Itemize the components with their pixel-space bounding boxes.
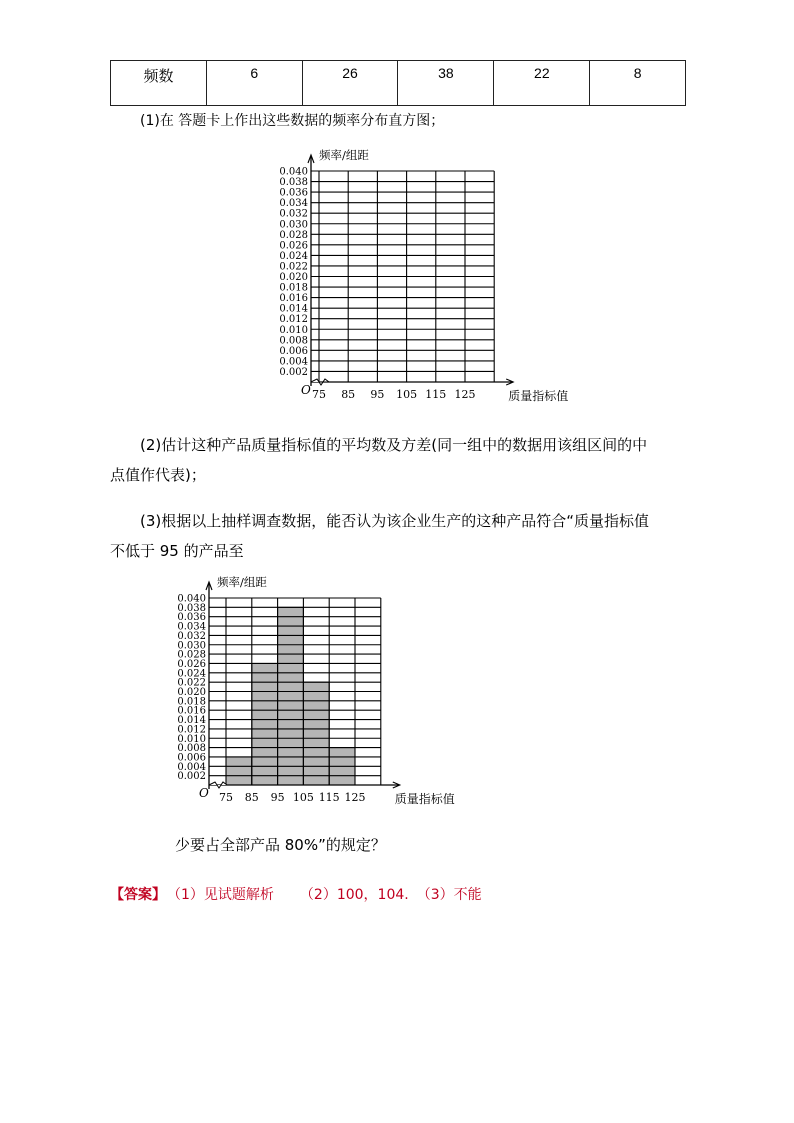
x-tick-label: 125	[454, 388, 476, 401]
y-tick-label: 0.036	[279, 187, 308, 199]
y-tick-label: 0.034	[177, 621, 206, 633]
answer-line	[110, 884, 490, 904]
y-tick-label: 0.024	[279, 250, 308, 262]
y-tick-label: 0.014	[279, 303, 308, 315]
table-cell: 26	[302, 61, 398, 106]
y-tick-label: 0.022	[279, 261, 308, 273]
y-tick-label: 0.036	[177, 612, 206, 624]
y-tick-label: 0.024	[177, 668, 206, 680]
y-tick-label: 0.038	[279, 177, 308, 189]
y-tick-label: 0.008	[279, 335, 308, 347]
question-3-line-1: (3)根据以上抽样调查数据，能否认为该企业生产的这种产品符合“质量指标值	[140, 512, 650, 530]
y-tick-label: 0.002	[177, 771, 206, 783]
table-label-cell: 频数	[111, 61, 207, 106]
table-cell: 22	[494, 61, 590, 106]
y-tick-label: 0.032	[279, 208, 308, 220]
y-tick-label: 0.016	[177, 705, 206, 717]
y-tick-label: 0.030	[279, 219, 308, 231]
answer-part-1: （1）见试题解析	[174, 887, 274, 903]
x-tick-label: 85	[244, 791, 259, 804]
x-axis-label: 质量指标值	[394, 792, 455, 806]
question-3-line-2: 不低于 95 的产品至	[110, 542, 244, 560]
y-tick-label: 0.014	[177, 715, 206, 727]
x-tick-label: 105	[396, 388, 418, 401]
y-tick-label: 0.016	[279, 293, 308, 305]
y-tick-label: 0.002	[279, 366, 308, 378]
y-tick-label: 0.006	[177, 752, 206, 764]
x-tick-label: 95	[370, 388, 385, 401]
x-axis-label: 质量指标值	[508, 389, 569, 403]
y-tick-label: 0.028	[177, 649, 206, 661]
histogram-bar	[226, 757, 252, 785]
question-2-line-2: 点值作代表)；	[110, 466, 206, 484]
y-tick-label: 0.020	[177, 687, 206, 698]
table-cell: 38	[398, 61, 494, 106]
x-tick-label: 75	[219, 791, 233, 804]
y-tick-label: 0.040	[279, 166, 308, 178]
origin-label: O	[301, 383, 311, 397]
y-tick-label: 0.006	[279, 345, 308, 357]
axis-break-mark	[209, 782, 227, 788]
y-tick-label: 0.008	[177, 743, 206, 755]
answer-tag: 【答案】	[110, 887, 166, 903]
y-axis-label: 频率/组距	[217, 575, 267, 589]
question-3-line-3: 少要占全部产品 80%”的规定？	[175, 836, 386, 854]
histogram-bar	[303, 682, 329, 785]
x-tick-label: 105	[292, 791, 314, 804]
x-tick-label: 115	[318, 791, 340, 804]
y-tick-label: 0.026	[279, 240, 308, 252]
question-2-line-1: (2)估计这种产品质量指标值的平均数及方差(同一组中的数据用该组区间的中	[140, 436, 648, 454]
x-tick-label: 85	[341, 388, 356, 401]
answer-part-2: （2）100，104.	[299, 887, 409, 903]
origin-label: O	[199, 786, 209, 800]
y-tick-label: 0.020	[279, 272, 308, 283]
y-tick-label: 0.040	[177, 593, 206, 605]
y-axis-label: 频率/组距	[319, 148, 369, 162]
x-tick-label: 115	[425, 388, 447, 401]
table-cell: 6	[206, 61, 302, 106]
y-tick-label: 0.028	[279, 229, 308, 241]
y-tick-label: 0.030	[177, 640, 206, 652]
y-tick-label: 0.004	[279, 356, 308, 368]
answer-part-3: （3）不能	[416, 887, 482, 903]
y-tick-label: 0.026	[177, 658, 206, 670]
table-cell: 8	[590, 61, 686, 106]
x-tick-label: 95	[270, 791, 285, 804]
y-tick-label: 0.010	[279, 324, 308, 336]
y-tick-label: 0.010	[177, 733, 206, 745]
question-1: (1)在 答题卡上作出这些数据的频率分布直方图；	[140, 113, 445, 129]
x-tick-label: 75	[312, 388, 326, 401]
y-tick-label: 0.038	[177, 602, 206, 614]
y-tick-label: 0.004	[177, 761, 206, 773]
y-tick-label: 0.032	[177, 630, 206, 642]
histogram-bar	[278, 607, 304, 785]
y-tick-label: 0.012	[177, 724, 206, 736]
y-tick-label: 0.034	[279, 198, 308, 210]
y-tick-label: 0.022	[177, 677, 206, 689]
y-tick-label: 0.018	[279, 282, 308, 294]
y-tick-label: 0.018	[177, 696, 206, 708]
x-tick-label: 125	[344, 791, 366, 804]
y-tick-label: 0.012	[279, 314, 308, 326]
